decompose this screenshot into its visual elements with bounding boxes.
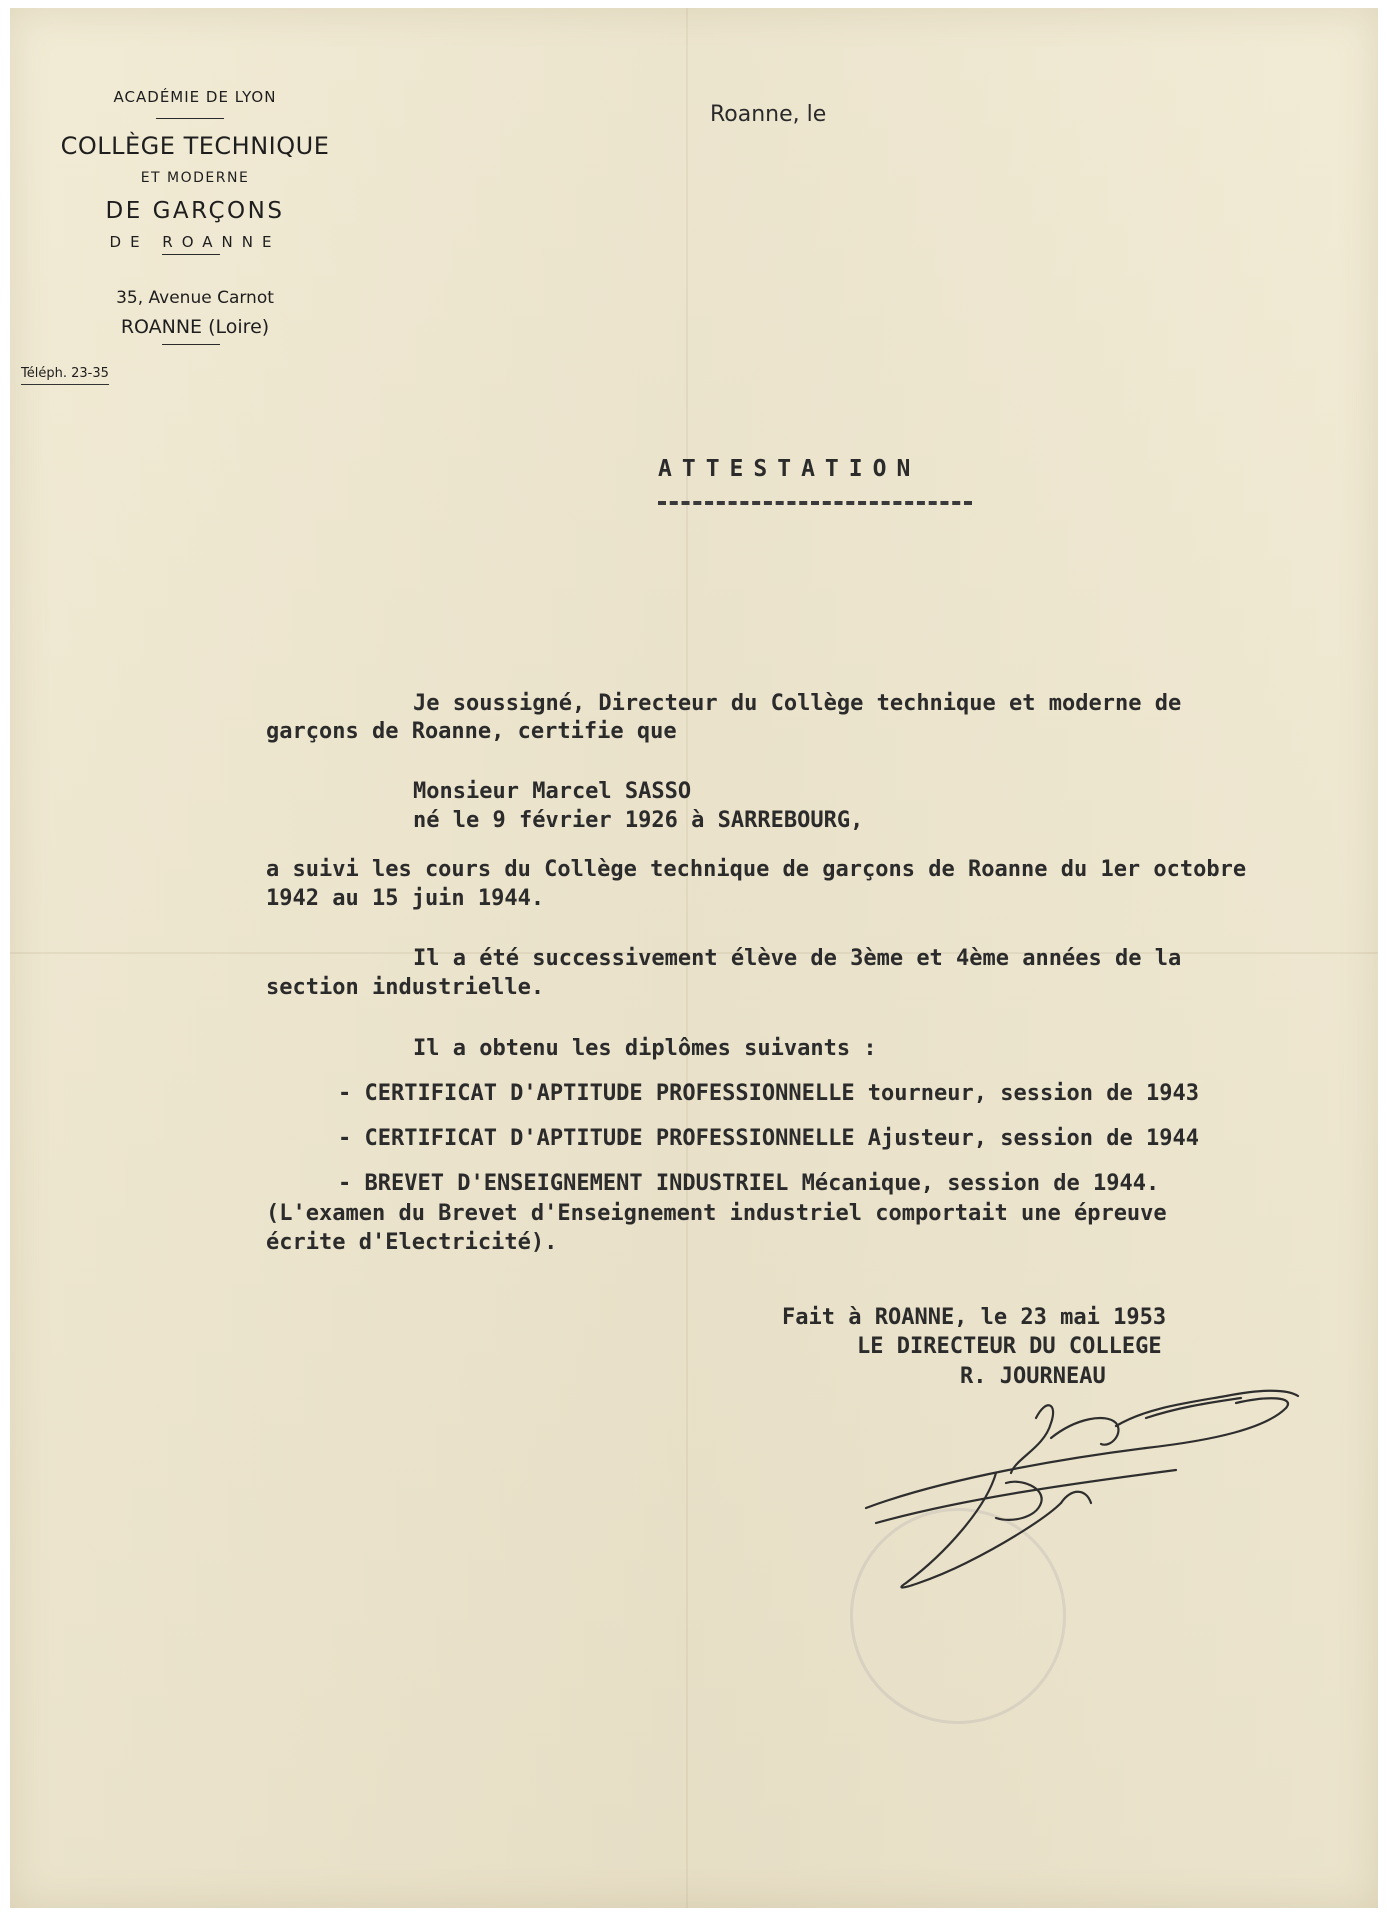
diploma-item: - CERTIFICAT D'APTITUDE PROFESSIONNELLE Ajusteur, session de 1944: [338, 1126, 1199, 1151]
body-note: écrite d'Electricité).: [266, 1230, 558, 1255]
body-line: Il a obtenu les diplômes suivants :: [413, 1036, 877, 1061]
closing-name: R. JOURNEAU: [960, 1364, 1106, 1389]
letterhead-roanne: DE ROANNE: [109, 233, 281, 251]
diploma-item: - BREVET D'ENSEIGNEMENT INDUSTRIEL Mécanique, session de 1944.: [338, 1171, 1160, 1196]
closing-role: LE DIRECTEUR DU COLLEGE: [857, 1334, 1162, 1359]
body-line: garçons de Roanne, certifie que: [266, 719, 677, 744]
closing-place-date: Fait à ROANNE, le 23 mai 1953: [782, 1305, 1167, 1330]
body-line: 1942 au 15 juin 1944.: [266, 886, 545, 911]
place-date: Roanne, le: [710, 102, 827, 127]
student-name: Monsieur Marcel SASSO: [413, 779, 692, 804]
letterhead-divider: [156, 118, 224, 119]
body-line: Je soussigné, Directeur du Collège technique et moderne de: [413, 691, 1182, 716]
student-birth: né le 9 février 1926 à SARREBOURG,: [413, 808, 864, 833]
letterhead-city: ROANNE (Loire): [120, 316, 270, 338]
letterhead-divider: [162, 254, 220, 255]
body-line: section industrielle.: [266, 975, 545, 1000]
document-page: [10, 8, 1378, 1908]
letterhead-divider: [162, 344, 220, 345]
document-title: ATTESTATION: [658, 456, 921, 482]
diploma-item: - CERTIFICAT D'APTITUDE PROFESSIONNELLE tourneur, session de 1943: [338, 1081, 1199, 1106]
letterhead-garcons: DE GARÇONS: [105, 198, 285, 224]
body-line: Il a été successivement élève de 3ème et 4ème années de la: [413, 946, 1182, 971]
letterhead-academy: ACADÉMIE DE LYON: [113, 88, 277, 106]
body-line: a suivi les cours du Collège technique de garçons de Roanne du 1er octobre: [266, 857, 1247, 882]
letterhead-moderne: ET MODERNE: [140, 170, 250, 186]
body-note: (L'examen du Brevet d'Enseignement industriel comportait une épreuve: [266, 1201, 1167, 1226]
letterhead-college: COLLÈGE TECHNIQUE: [60, 132, 330, 160]
letterhead-address: 35, Avenue Carnot: [116, 288, 274, 308]
title-underline: [658, 501, 972, 505]
signature: [846, 1378, 1316, 1608]
letterhead-phone: Téléph. 23-35: [21, 366, 109, 385]
